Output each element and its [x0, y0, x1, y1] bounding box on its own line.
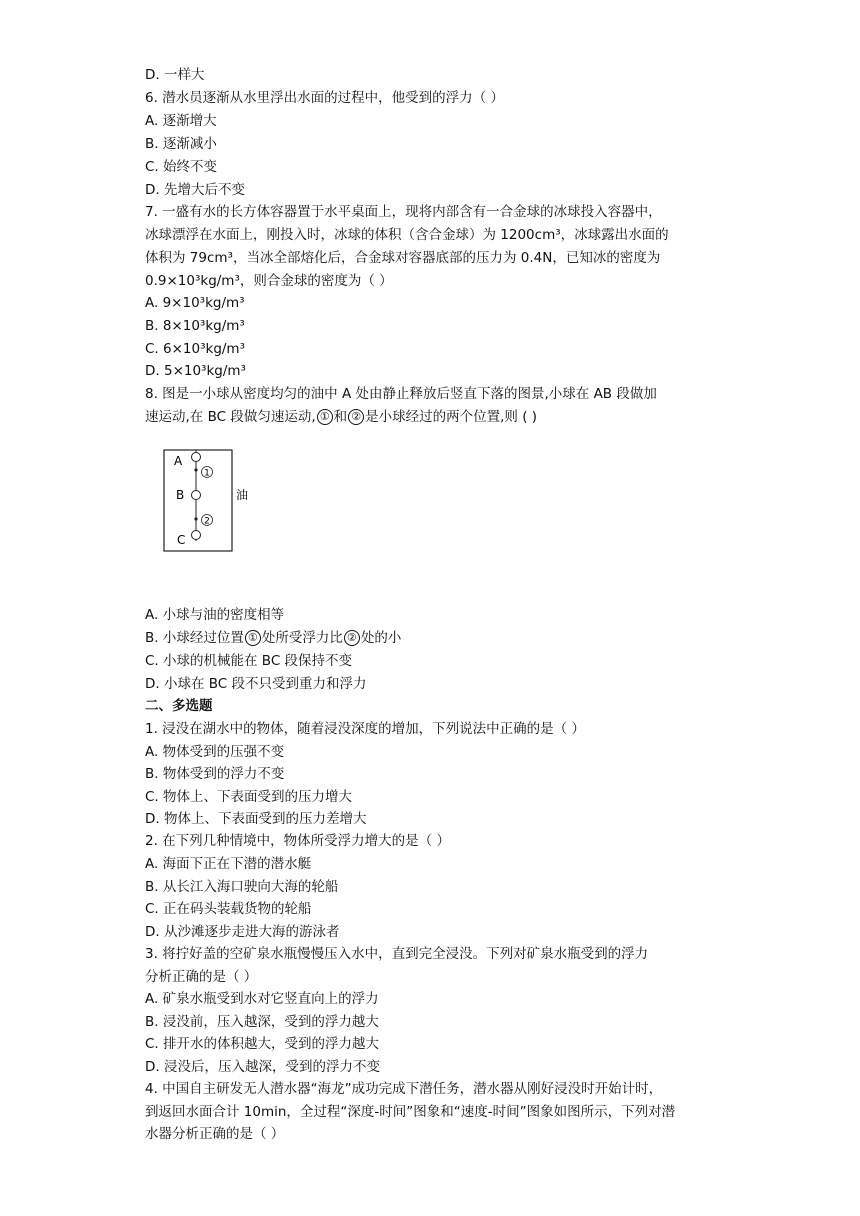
- option-line: D. 物体上、下表面受到的压力差增大: [145, 811, 367, 827]
- ball-at-a: [192, 453, 201, 462]
- option-text: 处的小: [360, 630, 402, 646]
- option-line: C. 正在码头装载货物的轮船: [145, 901, 312, 917]
- question-4-stem: 水器分析正确的是（ ）: [145, 1126, 285, 1142]
- question-7-stem: 冰球漂浮在水面上，刚投入时，冰球的体积（含合金球）为 1200cm³，冰球露出水面的: [145, 227, 669, 243]
- question-4-stem: 4. 中国自主研发无人潜水器“海龙”成功完成下潜任务，潜水器从刚好浸没时开始计时，: [145, 1081, 663, 1097]
- question-3-stem: 分析正确的是（ ）: [145, 969, 258, 985]
- option-line: C. 6×10³kg/m³: [145, 341, 245, 357]
- option-line: A. 海面下正在下潜的潜水艇: [145, 856, 312, 872]
- option-line: D. 一样大: [145, 67, 205, 83]
- option-line: C. 小球的机械能在 BC 段保持不变: [145, 653, 353, 669]
- oil-ball-figure: [160, 446, 260, 556]
- question-2-stem: 2. 在下列几种情境中，物体所受浮力增大的是（ ）: [145, 833, 450, 849]
- question-8-stem: 8. 图是一小球从密度均匀的油中 A 处由静止释放后竖直下落的图景,小球在 AB 段做加: [145, 386, 657, 402]
- question-7-stem: 0.9×10³kg/m³，则合金球的密度为（ ）: [145, 273, 393, 289]
- option-text: 处所受浮力比: [261, 630, 343, 646]
- option-line: A. 小球与油的密度相等: [145, 607, 285, 623]
- option-line: D. 小球在 BC 段不只受到重力和浮力: [145, 676, 367, 692]
- stem-text: 速运动,在 BC 段做匀速运动,: [145, 409, 316, 425]
- section-heading: 二、多选题: [145, 698, 213, 714]
- position-2-marker: ②: [344, 630, 360, 646]
- question-6-stem: 6. 潜水员逐渐从水里浮出水面的过程中，他受到的浮力（ ）: [145, 90, 504, 106]
- label-c: C: [177, 533, 186, 547]
- stem-text: 和: [333, 409, 348, 425]
- option-text: B. 小球经过位置: [145, 630, 244, 646]
- option-line: B. 浸没前，压入越深，受到的浮力越大: [145, 1014, 379, 1030]
- option-line: C. 物体上、下表面受到的压力增大: [145, 789, 353, 805]
- position-2-label: 2: [204, 516, 210, 527]
- option-line: D. 先增大后不变: [145, 182, 245, 198]
- label-oil: 油: [236, 488, 249, 502]
- option-line: D. 浸没后，压入越深，受到的浮力不变: [145, 1059, 380, 1075]
- option-line: [145, 627, 401, 649]
- option-line: B. 8×10³kg/m³: [145, 318, 245, 334]
- option-line: B. 逐渐减小: [145, 136, 217, 152]
- position-1-marker: ①: [317, 409, 333, 425]
- question-3-stem: 3. 将拧好盖的空矿泉水瓶慢慢压入水中，直到完全浸没。下列对矿泉水瓶受到的浮力: [145, 946, 649, 962]
- position-1-label: 1: [204, 468, 210, 479]
- option-line: A. 逐渐增大: [145, 113, 217, 129]
- question-7-stem: 体积为 79cm³，当冰全部熔化后，合金球对容器底部的压力为 0.4N，已知冰的密度为: [145, 250, 661, 266]
- question-7-stem: 7. 一盛有水的长方体容器置于水平桌面上，现将内部含有一合金球的冰球投入容器中，: [145, 204, 662, 220]
- question-4-stem: 到返回水面合计 10min，全过程“深度-时间”图象和“速度-时间”图象如图所示，下列对潜: [145, 1104, 676, 1120]
- label-a: A: [174, 454, 183, 468]
- label-b: B: [176, 488, 185, 502]
- option-line: A. 物体受到的压强不变: [145, 744, 285, 760]
- option-line: C. 排开水的体积越大，受到的浮力越大: [145, 1036, 380, 1052]
- option-line: A. 矿泉水瓶受到水对它竖直向上的浮力: [145, 991, 379, 1007]
- option-line: D. 从沙滩逐步走进大海的游泳者: [145, 924, 340, 940]
- option-line: A. 9×10³kg/m³: [145, 295, 245, 311]
- point-1-dot: [194, 468, 197, 471]
- option-line: B. 从长江入海口驶向大海的轮船: [145, 879, 339, 895]
- position-2-marker: ②: [348, 409, 364, 425]
- option-line: D. 5×10³kg/m³: [145, 363, 246, 379]
- ball-at-c: [192, 531, 201, 540]
- point-2-dot: [194, 517, 197, 520]
- position-1-marker: ①: [245, 630, 261, 646]
- option-line: C. 始终不变: [145, 159, 218, 175]
- option-line: B. 物体受到的浮力不变: [145, 766, 285, 782]
- stem-text: 是小球经过的两个位置,则 ( ): [365, 409, 538, 425]
- question-8-stem: [145, 406, 537, 428]
- ball-at-b: [192, 491, 201, 500]
- question-1-stem: 1. 浸没在湖水中的物体，随着浸没深度的增加，下列说法中正确的是（ ）: [145, 721, 585, 737]
